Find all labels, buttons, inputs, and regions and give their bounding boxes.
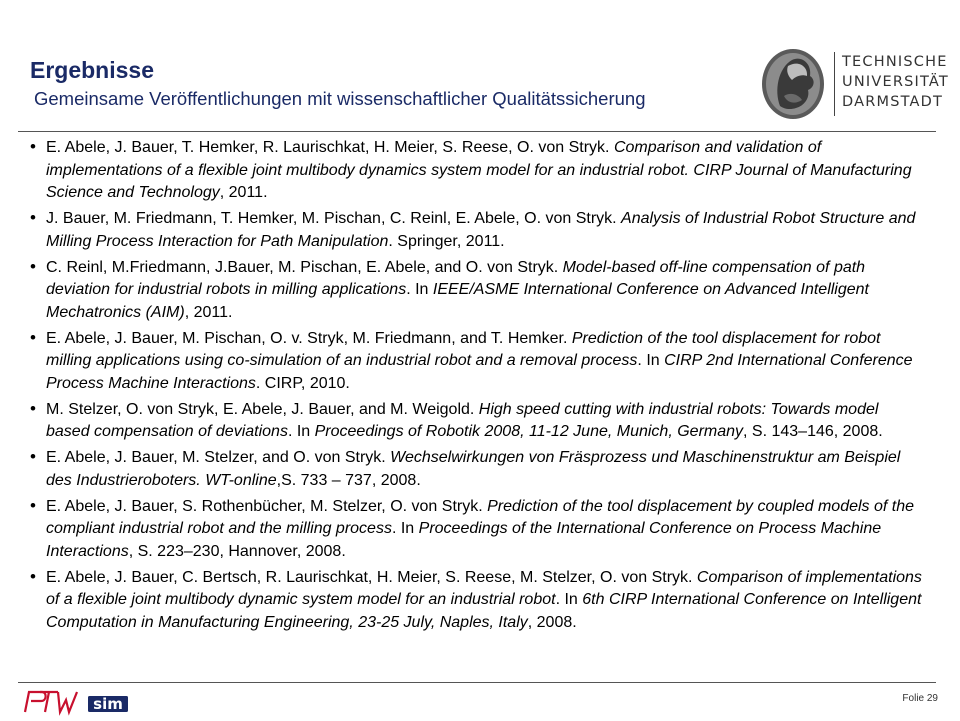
logo-separator <box>834 52 835 116</box>
publication-venue: Proceedings of the International Conference on Process Machine Interactions <box>46 520 882 560</box>
publication-item: • E. Abele, J. Bauer, C. Bertsch, R. Laurischkat, H. Meier, S. Reese, M. Stelzer, O. von Stryk. Comparison of implementations of a flexible joint multibody dynamic system model for an industrial robot. In 6th CIRP International Conference on Intelligent Computation in Manufacturing Engineering, 23-25 July, Naples, Italy, 2008. <box>30 567 925 635</box>
publication-details: , 2008. <box>527 613 577 631</box>
publication-venue: CIRP 2nd International Conference Process Machine Interactions <box>46 352 913 392</box>
publication-title: Prediction of the tool displacement for robot milling applications using co-simulation of an industrial robot and a removal process <box>46 329 881 369</box>
footer-divider <box>18 682 936 683</box>
publication-authors: M. Stelzer, O. von Stryk, E. Abele, J. Bauer, and M. Weigold. <box>46 400 479 418</box>
publication-authors: C. Reinl, M.Friedmann, J.Bauer, M. Pischan, E. Abele, and O. von Stryk. <box>46 258 563 276</box>
publication-details: . CIRP, 2010. <box>255 374 350 392</box>
publication-title: Model-based off-line compensation of path deviation for industrial robots in milling applications <box>46 258 866 298</box>
publication-authors: E. Abele, J. Bauer, M. Pischan, O. v. Stryk, M. Friedmann, and T. Hemker. <box>46 329 572 347</box>
publication-venue: Proceedings of Robotik 2008, 11-12 June, Munich, Germany <box>314 423 744 440</box>
slide-subtitle: Gemeinsame Veröffentlichungen mit wissenschaftlicher Qualitätssicherung <box>34 88 646 109</box>
publication-venue: 6th CIRP International Conference on Intelligent Computation in Manufacturing Engineering, 23-25 July, Naples, Italy <box>46 591 922 631</box>
publication-venue: IEEE/ASME International Conference on Advanced Intelligent Mechatronics (AIM) <box>46 281 869 321</box>
publication-authors: E. Abele, J. Bauer, M. Stelzer, and O. von Stryk. <box>46 449 391 466</box>
publication-title: Prediction of the tool displacement by coupled models of the compliant industrial robot and the milling process <box>46 497 915 537</box>
publication-item <box>30 447 925 492</box>
header-divider <box>18 131 936 132</box>
publication-title: Wechselwirkungen von Fräsprozess und Maschinenstruktur am Beispiel des Industrieroboters. WT-online <box>46 449 901 489</box>
publication-title: Analysis of Industrial Robot Structure and Milling Process Interaction for Path Manipulation <box>46 210 916 250</box>
publication-item: • C. Reinl, M.Friedmann, J.Bauer, M. Pischan, E. Abele, and O. von Stryk. Model-based off-line compensation of path deviation for industrial robots in milling applications. In IEEE/ASME International Conference on Advanced Intelligent Mechatronics (AIM), 2011. <box>30 257 925 325</box>
publication-authors: E. Abele, J. Bauer, S. Rothenbücher, M. Stelzer, O. von Stryk. <box>46 497 488 515</box>
publication-item: • E. Abele, J. Bauer, S. Rothenbücher, M. Stelzer, O. von Stryk. Prediction of the tool displacement by coupled models of the compliant industrial robot and the milling process. In Proceedings of the International Conference on Process Machine Interactions, S. 223–230, Hannover, 2008. <box>30 496 925 564</box>
publication-title: Comparison of implementations of a flexible joint multibody dynamic system model for an industrial robot <box>46 568 922 608</box>
publication-details: . Springer, 2011. <box>388 232 505 250</box>
publication-authors: J. Bauer, M. Friedmann, T. Hemker, M. Pischan, C. Reinl, E. Abele, O. von Stryk. <box>46 210 622 227</box>
sim-logo-text: sim <box>93 695 123 713</box>
publication-item: • E. Abele, J. Bauer, M. Pischan, O. v. Stryk, M. Friedmann, and T. Hemker. Prediction of the tool displacement for robot milling applications using co-simulation of an industrial robot and a removal process. In CIRP 2nd International Conference Process Machine Interactions. CIRP, 2010. <box>30 328 925 396</box>
publication-item <box>30 208 925 253</box>
footer-logos <box>22 688 132 716</box>
page-number: Folie 29 <box>902 693 938 704</box>
tu-darmstadt-logo <box>758 46 948 122</box>
slide-header <box>0 0 960 130</box>
logo-line: UNIVERSITÄT <box>842 74 949 90</box>
publication-details: , S. 143–146, 2008. <box>743 423 883 440</box>
athena-seal-icon <box>758 46 828 122</box>
publication-item <box>30 137 925 205</box>
publication-details: , 2011. <box>184 303 233 321</box>
publication-title: Comparison and validation of implementations of a flexible joint multibody dynamics system model for an industrial robot. CIRP Journal of Manufacturing Science and Technology <box>46 139 912 201</box>
university-name <box>842 52 949 112</box>
logo-line: DARMSTADT <box>842 94 944 110</box>
publication-list <box>30 137 925 638</box>
publication-item: • M. Stelzer, O. von Stryk, E. Abele, J. Bauer, and M. Weigold. High speed cutting with industrial robots: Towards model based compensation of deviations. In Proceedings of Robotik 2008, 11-12 June, Munich, Germany, S. 143–146, 2008. <box>30 399 925 444</box>
publication-details: , 2011. <box>219 184 268 201</box>
publication-authors: E. Abele, J. Bauer, T. Hemker, R. Laurischkat, H. Meier, S. Reese, O. von Stryk. <box>46 139 614 156</box>
publication-details: ,S. 733 – 737, 2008. <box>276 471 421 489</box>
publication-title: High speed cutting with industrial robots: Towards model based compensation of deviations <box>46 400 879 440</box>
publication-authors: E. Abele, J. Bauer, C. Bertsch, R. Laurischkat, H. Meier, S. Reese, M. Stelzer, O. von Stryk. <box>46 568 697 586</box>
slide-title: Ergebnisse <box>30 57 154 83</box>
publication-details: , S. 223–230, Hannover, 2008. <box>128 542 346 560</box>
logo-line: TECHNISCHE <box>842 54 948 70</box>
